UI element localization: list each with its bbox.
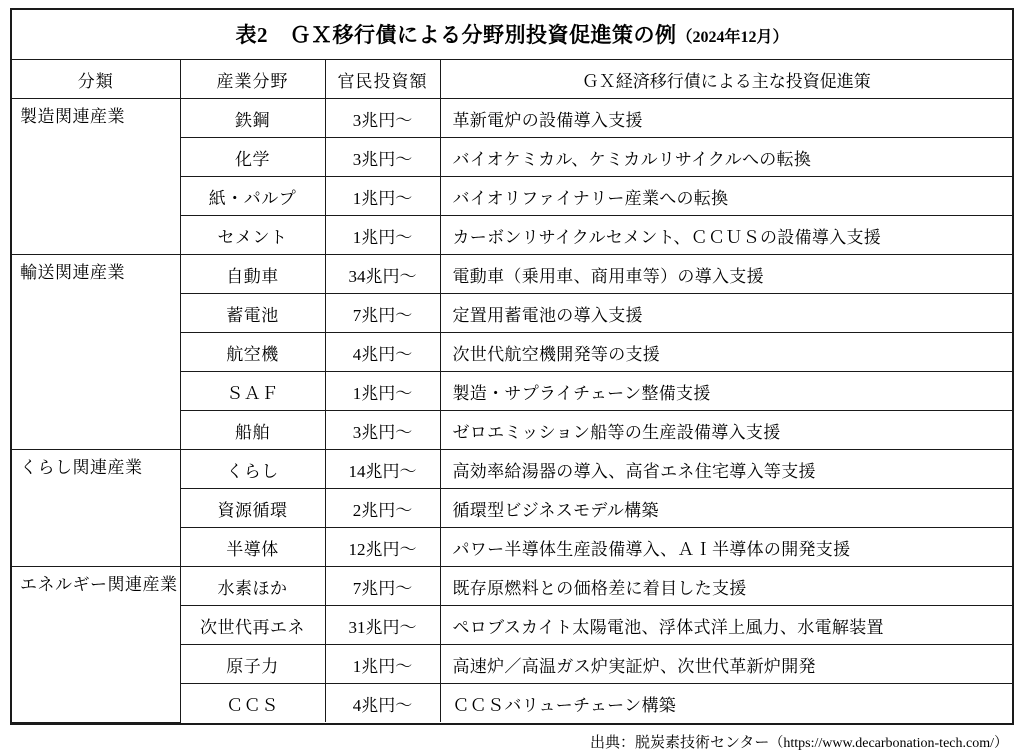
amount-cell: 2兆円～ [325, 489, 440, 528]
amount-cell: 1兆円～ [325, 645, 440, 684]
field-cell: 紙・パルプ [180, 177, 325, 216]
measure-cell: ペロブスカイト太陽電池、浮体式洋上風力、水電解装置 [440, 606, 1012, 645]
field-cell: 船舶 [180, 411, 325, 450]
amount-cell: 1兆円～ [325, 177, 440, 216]
column-header-category: 分類 [12, 60, 180, 99]
field-cell: 化学 [180, 138, 325, 177]
category-cell: 製造関連産業 [12, 99, 180, 255]
column-header-measure: ＧＸ経済移行債による主な投資促進策 [440, 60, 1012, 99]
field-cell: くらし [180, 450, 325, 489]
measure-cell: 高速炉／高温ガス炉実証炉、次世代革新炉開発 [440, 645, 1012, 684]
field-cell: 半導体 [180, 528, 325, 567]
amount-cell: 4兆円～ [325, 684, 440, 723]
table-row [12, 99, 1012, 138]
amount-cell: 14兆円～ [325, 450, 440, 489]
amount-cell: 3兆円～ [325, 99, 440, 138]
amount-cell: 7兆円～ [325, 294, 440, 333]
measure-cell: 次世代航空機開発等の支援 [440, 333, 1012, 372]
measure-cell: 革新電炉の設備導入支援 [440, 99, 1012, 138]
amount-cell: 12兆円～ [325, 528, 440, 567]
category-cell: 輸送関連産業 [12, 255, 180, 450]
measure-cell: 定置用蓄電池の導入支援 [440, 294, 1012, 333]
field-cell: 次世代再エネ [180, 606, 325, 645]
field-cell: 自動車 [180, 255, 325, 294]
field-cell: 水素ほか [180, 567, 325, 606]
measure-cell: 既存原燃料との価格差に着目した支援 [440, 567, 1012, 606]
amount-cell: 4兆円～ [325, 333, 440, 372]
amount-cell: 31兆円～ [325, 606, 440, 645]
table-row [12, 567, 1012, 606]
measure-cell: 製造・サプライチェーン整備支援 [440, 372, 1012, 411]
field-cell: セメント [180, 216, 325, 255]
measure-cell: バイオケミカル、ケミカルリサイクルへの転換 [440, 138, 1012, 177]
table-row [12, 255, 1012, 294]
table-row [12, 450, 1012, 489]
table-frame [10, 8, 1014, 725]
source-url: （https://www.decarbonation-tech.com/） [769, 735, 1008, 751]
column-header-amount: 官民投資額 [325, 60, 440, 99]
source-label: 出典：脱炭素技術センター [590, 734, 770, 751]
table-body [12, 99, 1012, 723]
measure-cell: ゼロエミッション船等の生産設備導入支援 [440, 411, 1012, 450]
investment-promotion-table [12, 10, 1012, 723]
table-head [12, 60, 1012, 99]
field-cell: ＳＡＦ [180, 372, 325, 411]
field-cell: ＣＣＳ [180, 684, 325, 723]
header-row [12, 60, 1012, 99]
amount-cell: 1兆円～ [325, 216, 440, 255]
amount-cell: 1兆円～ [325, 372, 440, 411]
measure-cell: ＣＣＳバリューチェーン構築 [440, 684, 1012, 723]
amount-cell: 3兆円～ [325, 138, 440, 177]
category-cell: くらし関連産業 [12, 450, 180, 567]
table-title: 表2 ＧＸ移行債による分野別投資促進策の例 [235, 23, 677, 47]
amount-cell: 3兆円～ [325, 411, 440, 450]
table-title-date: （2024年12月） [676, 29, 789, 46]
measure-cell: 高効率給湯器の導入、高省エネ住宅導入等支援 [440, 450, 1012, 489]
field-cell: 蓄電池 [180, 294, 325, 333]
amount-cell: 7兆円～ [325, 567, 440, 606]
field-cell: 鉄鋼 [180, 99, 325, 138]
field-cell: 航空機 [180, 333, 325, 372]
category-cell: エネルギー関連産業 [12, 567, 180, 723]
measure-cell: パワー半導体生産設備導入、ＡＩ半導体の開発支援 [440, 528, 1012, 567]
table-caption [12, 10, 1012, 60]
source-note [10, 725, 1014, 752]
measure-cell: 循環型ビジネスモデル構築 [440, 489, 1012, 528]
column-header-field: 産業分野 [180, 60, 325, 99]
measure-cell: 電動車（乗用車、商用車等）の導入支援 [440, 255, 1012, 294]
field-cell: 原子力 [180, 645, 325, 684]
measure-cell: カーボンリサイクルセメント、ＣＣＵＳの設備導入支援 [440, 216, 1012, 255]
amount-cell: 34兆円～ [325, 255, 440, 294]
measure-cell: バイオリファイナリー産業への転換 [440, 177, 1012, 216]
field-cell: 資源循環 [180, 489, 325, 528]
